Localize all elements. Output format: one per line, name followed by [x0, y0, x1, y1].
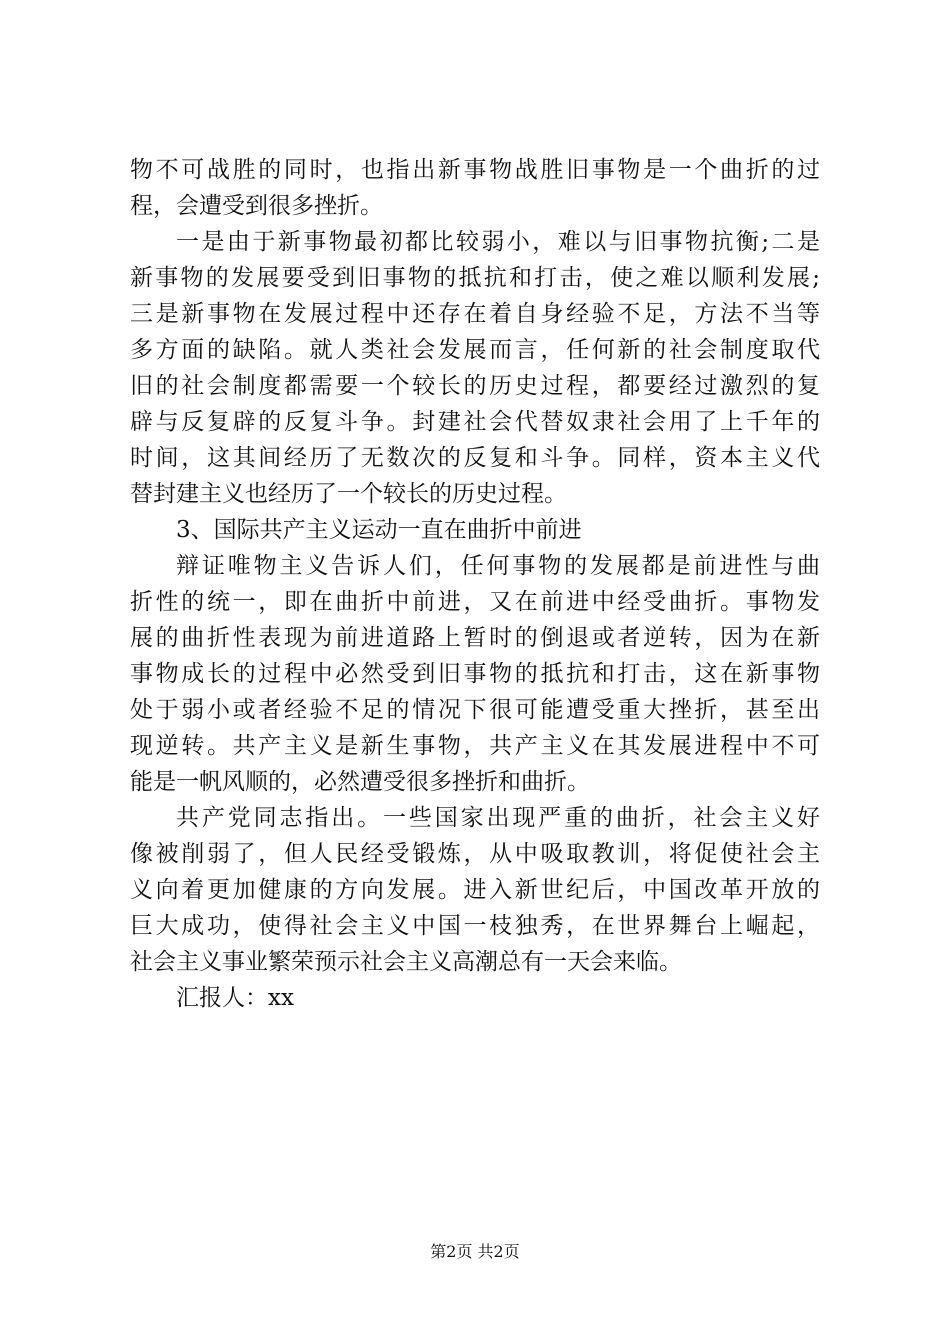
- text-line: 共产党同志指出。一些国家出现严重的曲折，社会主义好: [176, 805, 820, 831]
- text-line: 巨大成功，使得社会主义中国一枝独秀，在世界舞台上崛起，: [130, 913, 820, 939]
- page-number-footer: 第2页 共2页: [430, 1242, 520, 1261]
- text-line: 社会主义事业繁荣预示社会主义高潮总有一天会来临。: [130, 949, 682, 975]
- text-line: 旧的社会制度都需要一个较长的历史过程，都要经过激烈的复: [130, 373, 820, 399]
- text-line: 一是由于新事物最初都比较弱小，难以与旧事物抗衡;二是: [176, 229, 820, 255]
- text-line: 处于弱小或者经验不足的情况下很可能遭受重大挫折，甚至出: [130, 697, 820, 723]
- text-line: 三是新事物在发展过程中还存在着自身经验不足，方法不当等: [130, 301, 820, 327]
- text-line: 程，会遭受到很多挫折。: [130, 193, 383, 219]
- text-line: 3、国际共产主义运动一直在曲折中前进: [176, 517, 582, 543]
- text-line: 折性的统一，即在曲折中前进，又在前进中经受曲折。事物发: [130, 589, 820, 615]
- text-line: 义向着更加健康的方向发展。进入新世纪后，中国改革开放的: [130, 877, 820, 903]
- text-line: 现逆转。共产主义是新生事物，共产主义在其发展进程中不可: [130, 733, 820, 759]
- text-line: 物不可战胜的同时，也指出新事物战胜旧事物是一个曲折的过: [130, 157, 820, 183]
- text-line: 辩证唯物主义告诉人们，任何事物的发展都是前进性与曲: [176, 553, 820, 579]
- text-line: 新事物的发展要受到旧事物的抵抗和打击，使之难以顺利发展;: [130, 265, 820, 291]
- text-line: 多方面的缺陷。就人类社会发展而言，任何新的社会制度取代: [130, 337, 820, 363]
- document-body: [130, 152, 820, 1016]
- text-line: 辟与反复辟的反复斗争。封建社会代替奴隶社会用了上千年的: [130, 409, 820, 435]
- text-line: 事物成长的过程中必然受到旧事物的抵抗和打击，这在新事物: [130, 661, 820, 687]
- text-line: 时间，这其间经历了无数次的反复和斗争。同样，资本主义代: [130, 445, 820, 471]
- text-line: 像被削弱了，但人民经受锻炼，从中吸取教训，将促使社会主: [130, 841, 820, 867]
- text-line: 汇报人：xx: [176, 985, 294, 1011]
- text-line: 能是一帆风顺的，必然遭受很多挫折和曲折。: [130, 769, 590, 795]
- text-line: 替封建主义也经历了一个较长的历史过程。: [130, 481, 567, 507]
- text-line: 展的曲折性表现为前进道路上暂时的倒退或者逆转，因为在新: [130, 625, 820, 651]
